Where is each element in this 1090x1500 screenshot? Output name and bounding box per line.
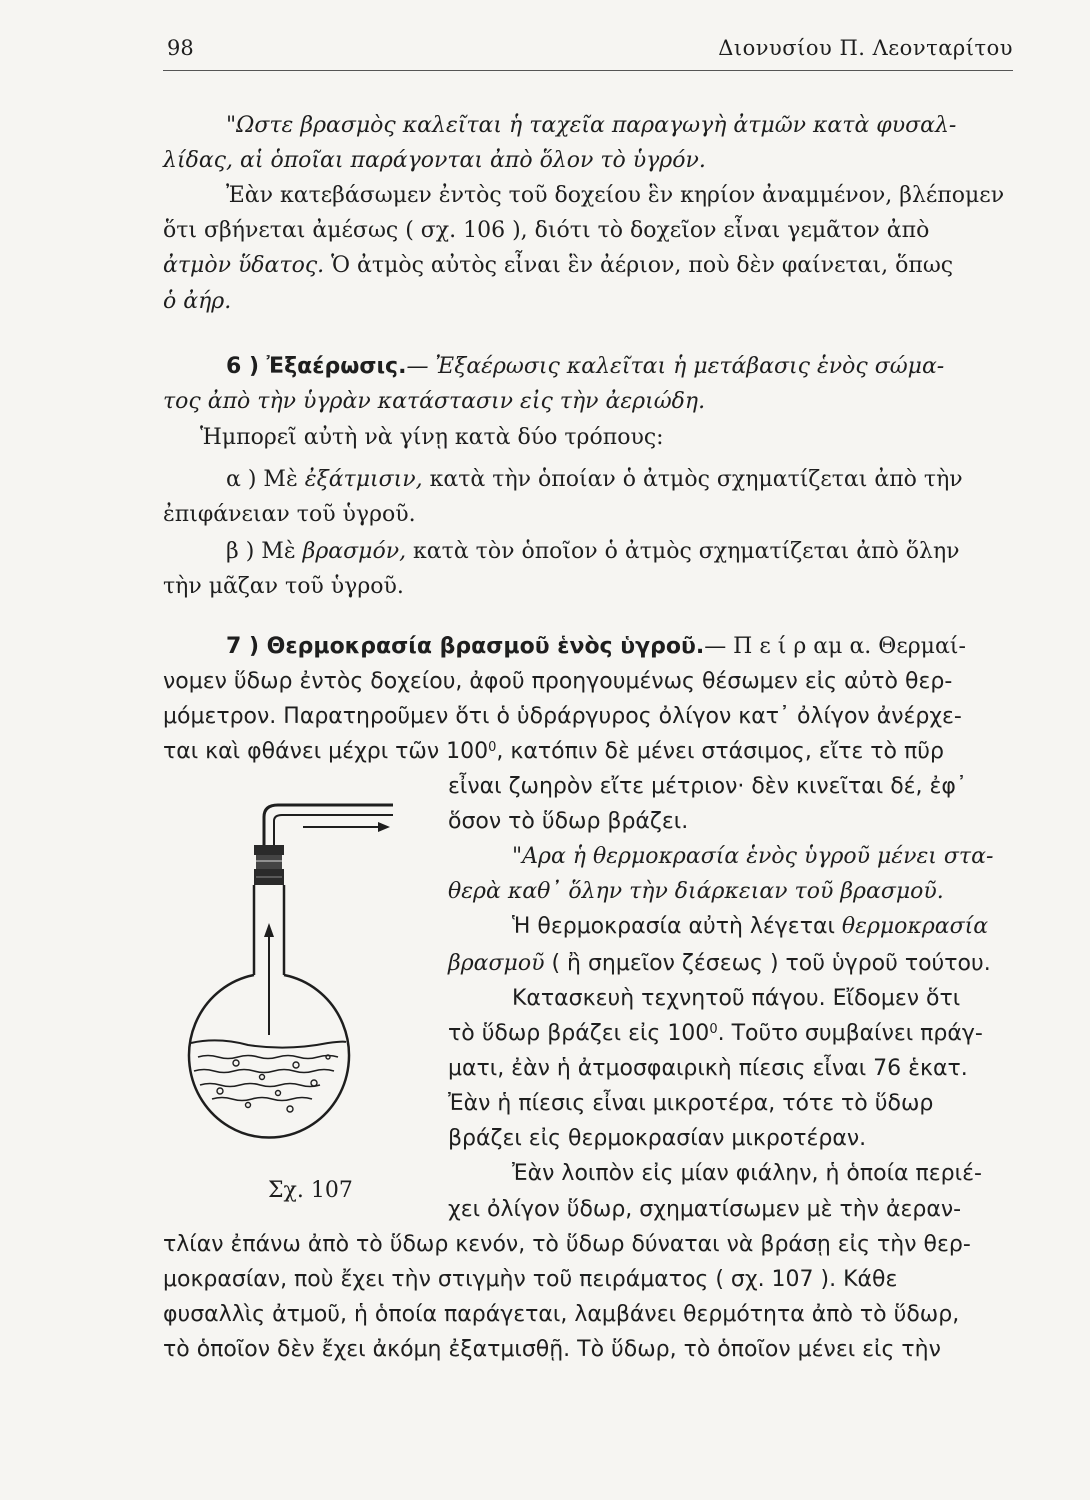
text-span: κατὰ τὸν ὁποῖον ὁ ἀτμὸς σχηματίζεται ἀπὸ ὅλην (406, 539, 960, 564)
text-line: βράζει εἰς θερμοκρασίαν μικροτέραν. (448, 1126, 867, 1151)
text-line (226, 466, 963, 496)
text-line: λίδας, αἱ ὁποῖαι παράγονται ἀπὸ ὅλον τὸ ὑγρόν. (163, 148, 706, 173)
text-line: θερὰ καθ᾽ ὅλην τὴν διάρκειαν τοῦ βρασμοῦ. (448, 879, 944, 904)
text-line (226, 538, 960, 568)
text-line (512, 985, 960, 1015)
text-line: ὅτι σβήνεται ἀμέσως ( σχ. 106 ), διότι τὸ δοχεῖον εἶναι γεμᾶτον ἀπὸ (163, 218, 930, 243)
text-line (163, 252, 953, 282)
text-line: ὅσον τὸ ὕδωρ βράζει. (448, 809, 689, 834)
section-6-line (226, 353, 944, 383)
section-7-line (226, 633, 966, 663)
text-line: εἶναι ζωηρὸν εἴτε μέτριον· δὲν κινεῖται δέ, ἐφ᾽ (448, 774, 967, 799)
text-span: κατὰ τὴν ὁποίαν ὁ ἀτμὸς σχηματίζεται ἀπὸ τὴν (422, 467, 963, 492)
section-heading: 7 ) Θερμοκρασία βρασμοῦ ἑνὸς ὑγροῦ. (226, 634, 705, 659)
text-span: β ) Μὲ (226, 539, 303, 564)
text-line: μοκρασίαν, ποὺ ἔχει τὴν στιγμὴν τοῦ πειράματος ( σχ. 107 ). Κάθε (163, 1267, 898, 1292)
text-span: Ὁ ἀτμὸς αὐτὸς εἶναι ἓν ἀέριον, ποὺ δὲν φαίνεται, ὅπως (324, 253, 954, 278)
running-head: Διονυσίου Π. Λεονταρίτου (718, 36, 1013, 60)
boiling-flask-icon (178, 795, 418, 1145)
header-rule (163, 70, 1013, 71)
text-line: μόμετρον. Παρατηροῦμεν ὅτι ὁ ὑδράργυρος ὀλίγον κατ᾽ ὀλίγον ἀνέρχε- (163, 704, 962, 729)
section-heading: 6 ) Ἐξαέρωσις. (226, 354, 407, 379)
figure-caption: Σχ. 107 (268, 1178, 353, 1203)
text-line: Ἐὰν κατεβάσωμεν ἐντὸς τοῦ δοχείου ἓν κηρίον ἀναμμένον, βλέπομεν (226, 183, 1005, 208)
text-line: Ἐὰν λοιπὸν εἰς μίαν φιάλην, ἡ ὁποία περιέ- (512, 1161, 982, 1186)
page-number: 98 (167, 36, 194, 60)
text-line: Ἐὰν ἡ πίεσις εἶναι μικροτέρα, τότε τὸ ὕδωρ (448, 1091, 934, 1116)
degree-superscript: 0 (709, 1022, 718, 1037)
text-span: . Τοῦτο συμβαίνει πράγ- (717, 1021, 983, 1046)
text-line: "Ωστε βρασμὸς καλεῖται ἡ ταχεῖα παραγωγὴ ἀτμῶν κατὰ φυσαλ- (226, 113, 957, 138)
text-span: Ἡ θερμοκρασία αὐτὴ λέγεται (512, 914, 842, 939)
text-line (512, 913, 988, 943)
text-span: τὸ ὕδωρ βράζει εἰς 100 (448, 1021, 710, 1046)
subheading: Κατασκευὴ τεχνητοῦ πάγου. (512, 986, 826, 1011)
text-line: ἐπιφάνειαν τοῦ ὑγροῦ. (163, 502, 416, 527)
text-span: Θερμαί- (871, 634, 966, 659)
page-header (163, 30, 1013, 70)
text-span: ἀτμὸν ὕδατος. (163, 253, 325, 278)
text-span: , κατόπιν δὲ μένει στάσιμος, εἴτε τὸ πῦρ (496, 739, 944, 764)
text-line: τὴν μᾶζαν τοῦ ὑγροῦ. (163, 574, 404, 599)
text-span: ται καὶ φθάνει μέχρι τῶν 100 (163, 739, 489, 764)
text-line: φυσαλλὶς ἀτμοῦ, ἡ ὁποία παράγεται, λαμβάνει θερμότητα ἀπὸ τὸ ὕδωρ, (163, 1302, 960, 1327)
text-line: χει ὀλίγον ὕδωρ, σχηματίσωμεν μὲ τὴν ἀεραν- (448, 1197, 962, 1222)
text-line: ματι, ἐὰν ἡ ἀτμοσφαιρικὴ πίεσις εἶναι 76 ἑκατ. (448, 1056, 968, 1081)
text-line: τος ἀπὸ τὴν ὑγρὰν κατάστασιν εἰς τὴν ἀεριώδη. (163, 389, 706, 414)
text-span: θερμοκρασία (841, 914, 989, 939)
degree-superscript: 0 (488, 740, 497, 755)
text-line: ὁ ἀήρ. (163, 289, 232, 314)
text-span: Εἴδομεν ὅτι (825, 986, 961, 1011)
text-line: τλίαν ἐπάνω ἀπὸ τὸ ὕδωρ κενόν, τὸ ὕδωρ δύναται νὰ βράσῃ εἰς τὴν θερ- (163, 1232, 971, 1257)
text-line: τὸ ὁποῖον δὲν ἔχει ἀκόμη ἐξατμισθῇ. Τὸ ὕδωρ, τὸ ὁποῖον μένει εἰς τὴν (163, 1337, 941, 1362)
text-line (448, 1020, 983, 1050)
figure-107 (178, 795, 418, 1145)
text-span: ἐξάτμισιν, (304, 467, 423, 492)
text-span: ( ἢ σημεῖον ζέσεως ) τοῦ ὑγροῦ τούτου. (544, 951, 991, 976)
text-line (448, 950, 991, 980)
text-line: "Αρα ἡ θερμοκρασία ἑνὸς ὑγροῦ μένει στα- (512, 844, 994, 869)
text-span: βρασμοῦ (448, 951, 545, 976)
text-line: νομεν ὕδωρ ἐντὸς δοχείου, ἀφοῦ προηγουμένως θέσωμεν εἰς αὐτὸ θερ- (163, 669, 953, 694)
text-span: βρασμόν, (302, 539, 407, 564)
text-span: α ) Μὲ (226, 467, 305, 492)
text-line (163, 738, 944, 768)
text-span: — Π ε ί ρ αμ α. (704, 634, 872, 659)
text-span: — Ἐξαέρωσις καλεῖται ἡ μετάβασις ἑνὸς σώμα- (406, 354, 945, 379)
text-line: Ἡμπορεῖ αὐτὴ νὰ γίνῃ κατὰ δύο τρόπους: (200, 425, 664, 450)
